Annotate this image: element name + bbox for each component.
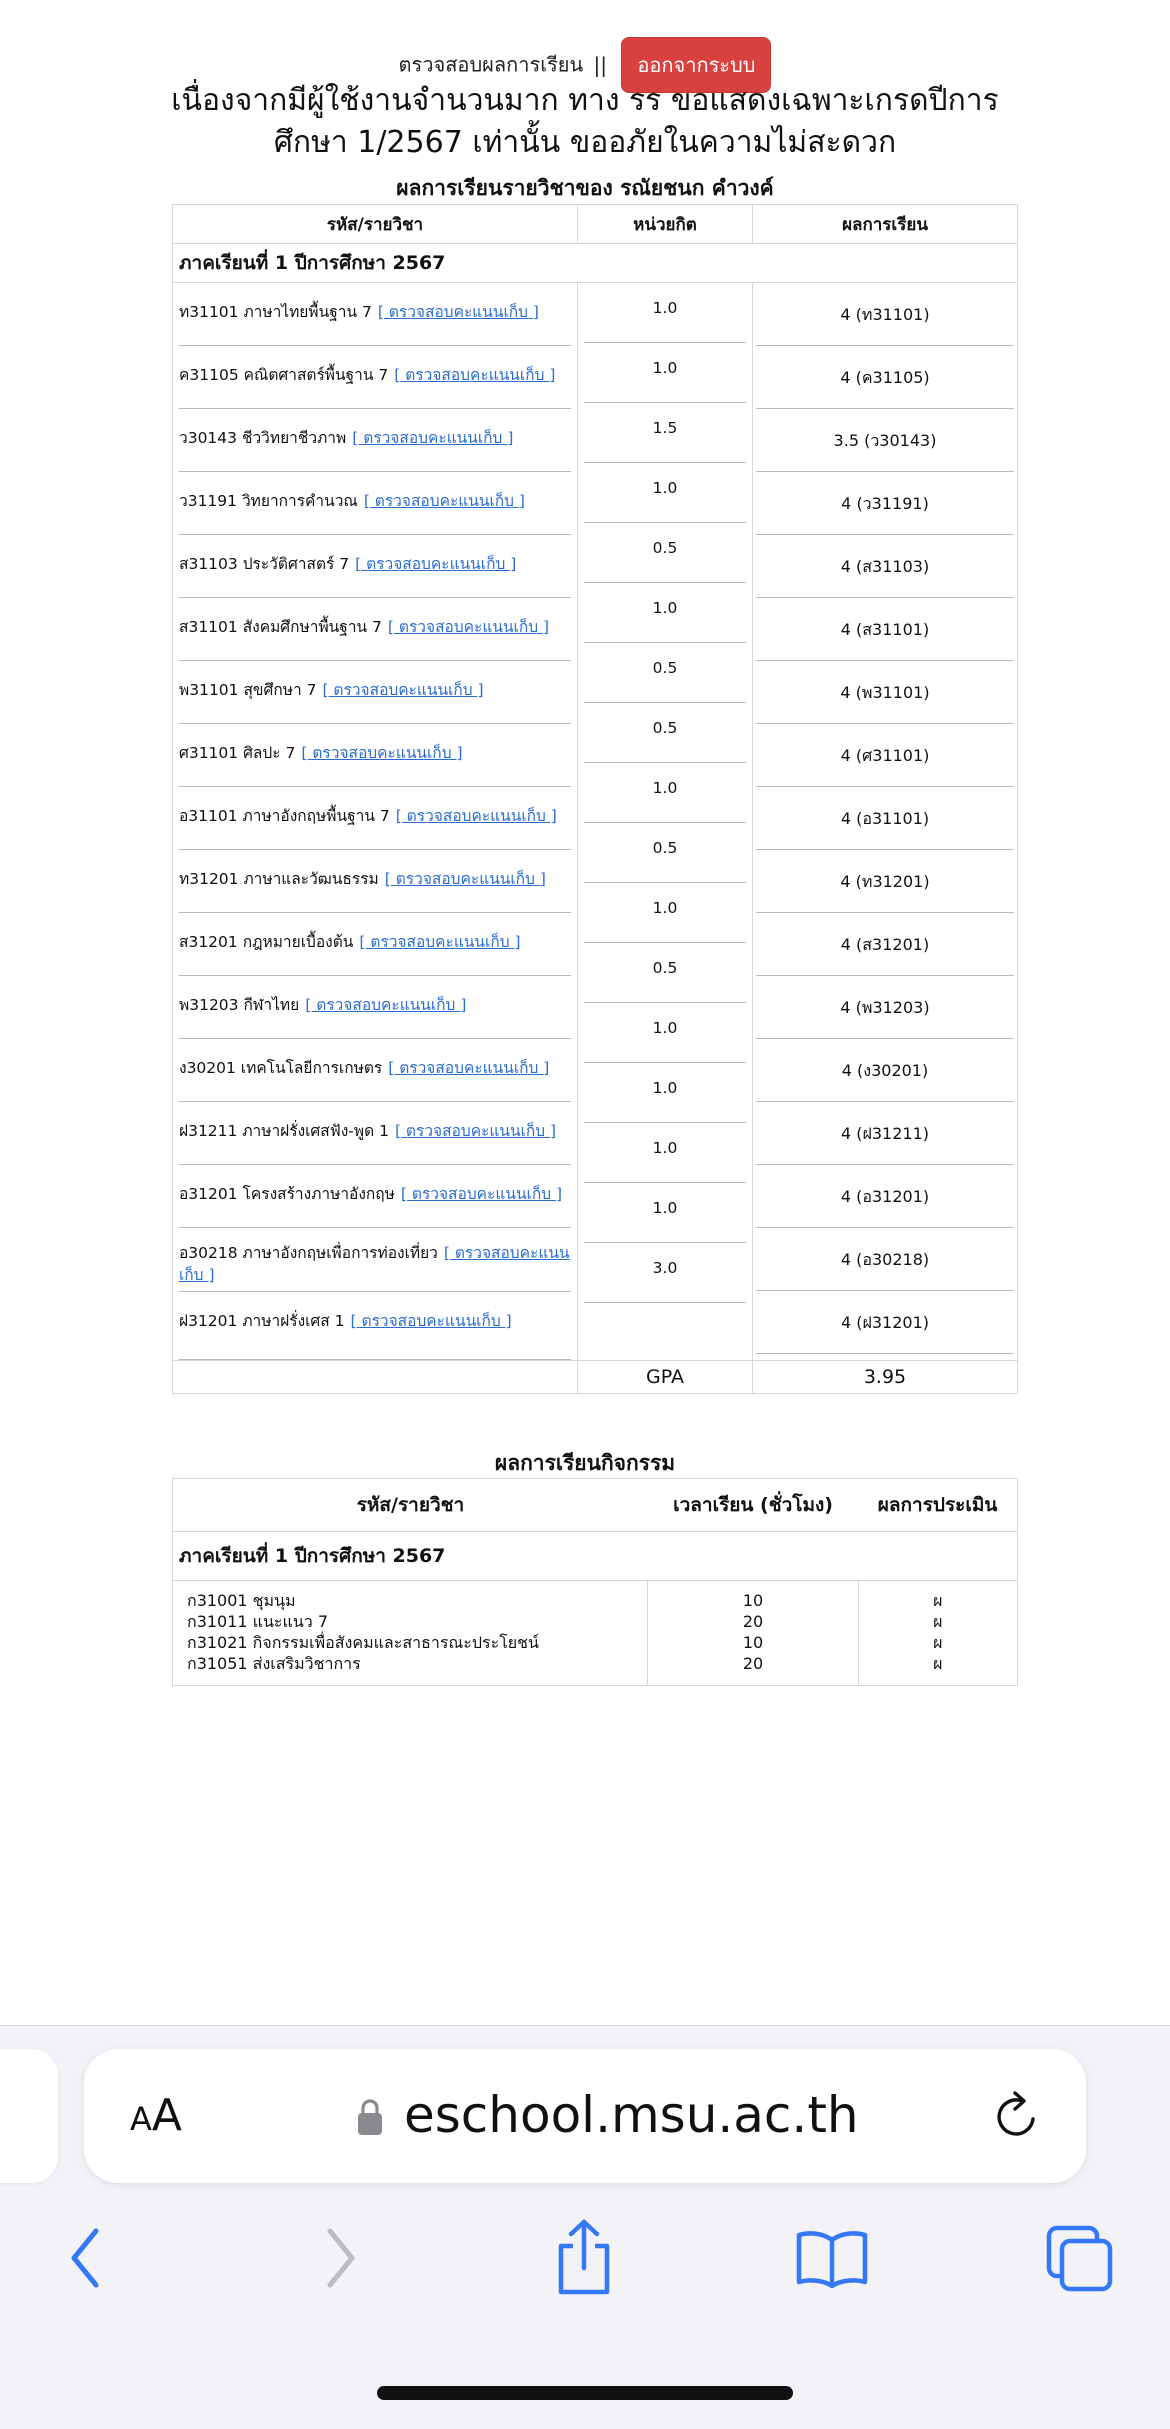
check-scores-link[interactable]: [ ตรวจสอบคะแนนเก็บ ] <box>400 1185 563 1203</box>
subject-item <box>179 1102 571 1165</box>
subject-item <box>179 598 571 661</box>
bookmarks-icon[interactable] <box>795 2228 869 2288</box>
activity-name: ก31051 ส่งเสริมวิชาการ <box>187 1654 361 1673</box>
grades-body-row <box>173 283 1018 1361</box>
subject-item <box>179 1292 571 1360</box>
result-list <box>753 283 1017 1354</box>
check-scores-link[interactable]: [ ตรวจสอบคะแนนเก็บ ] <box>363 492 525 510</box>
subject-name: ฝ31201 ภาษาฝรั่งเศส 1 <box>179 1312 345 1330</box>
subject-text <box>179 301 539 323</box>
subject-name: ส31103 ประวัติศาสตร์ 7 <box>179 555 350 573</box>
subject-item <box>179 1039 571 1102</box>
share-icon[interactable] <box>553 2218 615 2296</box>
subject-text <box>179 1310 512 1332</box>
grades-header-row <box>173 205 1018 244</box>
subject-text <box>179 490 525 512</box>
check-scores-link[interactable]: [ ตรวจสอบคะแนนเก็บ ] <box>355 555 517 573</box>
gpa-label: GPA <box>578 1361 753 1394</box>
grades-table <box>172 204 1018 1394</box>
activity-hours-list <box>649 1591 856 1675</box>
subject-name: พ31101 สุขศึกษา 7 <box>179 681 317 699</box>
result-value: 4 (ท31201) <box>756 850 1014 913</box>
home-indicator <box>377 2386 793 2400</box>
unit-value: 1.0 <box>584 283 746 343</box>
unit-value: 0.5 <box>584 523 746 583</box>
gpa-value: 3.95 <box>753 1361 1018 1394</box>
unit-value: 3.0 <box>584 1243 746 1303</box>
subject-name: อ30218 ภาษาอังกฤษเพื่อการท่องเที่ยว <box>179 1244 438 1262</box>
result-value: 4 (ศ31101) <box>756 724 1014 787</box>
results-column <box>753 283 1018 1361</box>
previous-tab-card[interactable] <box>0 2049 58 2183</box>
activity-eval: ผ <box>933 1654 943 1673</box>
unit-value: 1.0 <box>584 1123 746 1183</box>
check-scores-link[interactable]: [ ตรวจสอบคะแนนเก็บ ] <box>350 1312 512 1330</box>
check-scores-link[interactable]: [ ตรวจสอบคะแนนเก็บ ] <box>301 744 463 762</box>
result-value: 4 (ฝ31211) <box>756 1102 1014 1165</box>
act-col-subject: รหัส/รายวิชา <box>356 1494 465 1516</box>
subject-text <box>179 679 484 701</box>
activity-hours: 10 <box>742 1591 764 1610</box>
result-value: 4 (พ31203) <box>756 976 1014 1039</box>
check-scores-link[interactable]: [ ตรวจสอบคะแนนเก็บ ] <box>394 366 556 384</box>
check-scores-link[interactable]: [ ตรวจสอบคะแนนเก็บ ] <box>377 303 539 321</box>
act-hours-cell <box>648 1581 858 1686</box>
check-results-link[interactable]: ตรวจสอบผลการเรียน <box>398 52 584 77</box>
subject-name: ส31101 สังคมศึกษาพื้นฐาน 7 <box>179 618 382 636</box>
result-value: 4 (ส31201) <box>756 913 1014 976</box>
result-value: 4 (พ31101) <box>756 661 1014 724</box>
unit-value: 1.0 <box>584 343 746 403</box>
subject-name: ศ31101 ศิลปะ 7 <box>179 744 296 762</box>
subject-name: ส31201 กฎหมายเบื้องต้น <box>179 933 354 951</box>
subjects-column <box>173 283 578 1361</box>
reload-icon[interactable] <box>990 2088 1044 2144</box>
unit-value: 0.5 <box>584 943 746 1003</box>
subject-item <box>179 850 571 913</box>
tabs-icon[interactable] <box>1046 2225 1114 2293</box>
check-scores-link[interactable]: [ ตรวจสอบคะแนนเก็บ ] <box>395 807 557 825</box>
unit-value: 0.5 <box>584 643 746 703</box>
check-scores-link[interactable]: [ ตรวจสอบคะแนนเก็บ ] <box>394 1122 557 1140</box>
subject-text <box>179 931 521 953</box>
semester-label: ภาคเรียนที่ 1 ปีการศึกษา 2567 <box>173 244 1018 283</box>
subject-name: อ31101 ภาษาอังกฤษพื้นฐาน 7 <box>179 807 390 825</box>
unit-value: 1.0 <box>584 1003 746 1063</box>
result-value: 4 (ส31101) <box>756 598 1014 661</box>
act-col-hours: เวลาเรียน (ชั่วโมง) <box>673 1494 833 1516</box>
subject-name: ค31105 คณิตศาสตร์พื้นฐาน 7 <box>179 366 389 384</box>
activity-hours: 20 <box>742 1654 764 1673</box>
unit-value: 1.0 <box>584 463 746 523</box>
unit-value: 1.0 <box>584 1183 746 1243</box>
activity-eval-list <box>860 1591 1016 1675</box>
semester-row <box>173 244 1018 283</box>
subject-name: ท31201 ภาษาและวัฒนธรรม <box>179 870 379 888</box>
result-value: 4 (อ30218) <box>756 1228 1014 1291</box>
subject-name: ว31191 วิทยาการคำนวณ <box>179 492 358 510</box>
subject-item <box>179 535 571 598</box>
subject-list <box>173 283 577 1360</box>
result-value: 4 (ส31103) <box>756 535 1014 598</box>
subject-text <box>179 742 463 764</box>
subject-text <box>179 1242 571 1286</box>
check-scores-link[interactable]: [ ตรวจสอบคะแนนเก็บ ] <box>388 1059 550 1077</box>
subject-text <box>179 1120 556 1142</box>
subject-name: ท31101 ภาษาไทยพื้นฐาน 7 <box>179 303 372 321</box>
subject-item <box>179 976 571 1039</box>
logout-button[interactable]: ออกจากระบบ <box>621 37 771 93</box>
act-col-eval: ผลการประเมิน <box>877 1494 998 1516</box>
subject-name: ฝ31211 ภาษาฝรั่งเศสฟัง-พูด 1 <box>179 1122 389 1140</box>
subject-text <box>179 427 513 449</box>
subject-text <box>179 805 557 827</box>
result-value: 4 (อ31101) <box>756 787 1014 850</box>
subject-item <box>179 472 571 535</box>
check-scores-link[interactable]: [ ตรวจสอบคะแนนเก็บ ] <box>384 870 546 888</box>
act-names-cell <box>173 1581 648 1686</box>
subject-item <box>179 409 571 472</box>
result-value: 4 (ง30201) <box>756 1039 1014 1102</box>
subject-item <box>179 346 571 409</box>
result-value: 3.5 (ว30143) <box>756 409 1014 472</box>
activities-table <box>172 1478 1018 1686</box>
check-scores-link[interactable]: [ ตรวจสอบคะแนนเก็บ ] <box>322 681 484 699</box>
check-scores-link[interactable]: [ ตรวจสอบคะแนนเก็บ ] <box>305 996 467 1014</box>
activity-name: ก31021 กิจกรรมเพื่อสังคมและสาธารณะประโยชน์ <box>187 1633 539 1652</box>
back-icon[interactable] <box>66 2225 106 2291</box>
unit-value: 1.0 <box>584 583 746 643</box>
check-scores-link[interactable]: [ ตรวจสอบคะแนนเก็บ ] <box>352 429 514 447</box>
activity-hours: 20 <box>742 1612 764 1631</box>
subject-name: ว30143 ชีววิทยาชีวภาพ <box>179 429 347 447</box>
result-value: 4 (ค31105) <box>756 346 1014 409</box>
result-value: 4 (ฝ31201) <box>756 1291 1014 1354</box>
subject-item <box>179 661 571 724</box>
result-value: 4 (ว31191) <box>756 472 1014 535</box>
unit-value: 1.0 <box>584 1063 746 1123</box>
result-value: 4 (ท31101) <box>756 283 1014 346</box>
subject-item <box>179 1165 571 1228</box>
activity-name: ก31011 แนะแนว 7 <box>187 1612 329 1631</box>
lock-icon <box>356 2097 384 2137</box>
activity-eval: ผ <box>933 1633 943 1652</box>
check-scores-link[interactable]: [ ตรวจสอบคะแนนเก็บ ] <box>359 933 521 951</box>
unit-value: 0.5 <box>584 823 746 883</box>
units-column <box>578 283 753 1361</box>
text-size-small: A <box>130 2100 152 2138</box>
subject-text <box>179 1183 562 1205</box>
subject-item <box>179 913 571 976</box>
subject-item <box>179 724 571 787</box>
col-subject-header: รหัส/รายวิชา <box>173 205 578 244</box>
gpa-row <box>173 1361 1018 1394</box>
activities-header-row <box>173 1479 1018 1532</box>
result-value: 4 (อ31201) <box>756 1165 1014 1228</box>
act-eval-cell <box>858 1581 1017 1686</box>
grades-subtitle: ผลการเรียนรายวิชาของ รณัยชนก คำวงค์ <box>396 176 774 200</box>
subject-text <box>179 868 546 890</box>
subject-name: อ31201 โครงสร้างภาษาอังกฤษ <box>179 1185 395 1203</box>
activity-name-list <box>187 1591 646 1675</box>
subject-name: พ31203 กีฬาไทย <box>179 996 300 1014</box>
forward-icon[interactable] <box>320 2225 360 2291</box>
unit-value: 1.0 <box>584 763 746 823</box>
text-size-button[interactable] <box>130 2090 182 2141</box>
notice-heading: เนื่องจากมีผู้ใช้งานจำนวนมาก ทาง รร ขอแสดงเฉพาะเกรดปีการศึกษา 1/2567 เท่านั้น ขออภัยในความไม่สะดวก <box>171 83 999 160</box>
activities-title: ผลการเรียนกิจกรรม <box>494 1451 676 1475</box>
subject-item <box>179 1228 571 1292</box>
subject-name: ง30201 เทคโนโลยีการเกษตร <box>179 1059 383 1077</box>
unit-value: 0.5 <box>584 703 746 763</box>
url-text[interactable]: eschool.msu.ac.th <box>404 2086 859 2144</box>
subject-text <box>179 553 516 575</box>
subject-text <box>179 1057 549 1079</box>
subject-item <box>179 283 571 346</box>
check-scores-link[interactable]: [ ตรวจสอบคะแนนเก็บ ] <box>387 618 550 636</box>
check-scores-link[interactable]: [ ตรวจสอบคะแนนเก็บ ] <box>179 1244 570 1284</box>
activity-eval: ผ <box>933 1591 943 1610</box>
text-size-large: A <box>151 2090 182 2141</box>
unit-value: 1.5 <box>584 403 746 463</box>
subject-item <box>179 787 571 850</box>
activity-name: ก31001 ชุมนุม <box>187 1591 296 1610</box>
activity-hours: 10 <box>742 1633 764 1652</box>
col-units-header: หน่วยกิต <box>578 205 753 244</box>
subject-text <box>179 364 555 386</box>
gpa-empty-cell <box>173 1361 578 1394</box>
activities-body-row <box>173 1581 1018 1686</box>
act-semester-row <box>173 1532 1018 1581</box>
subject-text <box>179 994 466 1016</box>
unit-list <box>578 283 752 1303</box>
unit-value: 1.0 <box>584 883 746 943</box>
activity-eval: ผ <box>933 1612 943 1631</box>
act-semester-label: ภาคเรียนที่ 1 ปีการศึกษา 2567 <box>173 1532 1018 1581</box>
nav-separator: || <box>593 52 608 77</box>
subject-text <box>179 616 549 638</box>
col-result-header: ผลการเรียน <box>753 205 1018 244</box>
